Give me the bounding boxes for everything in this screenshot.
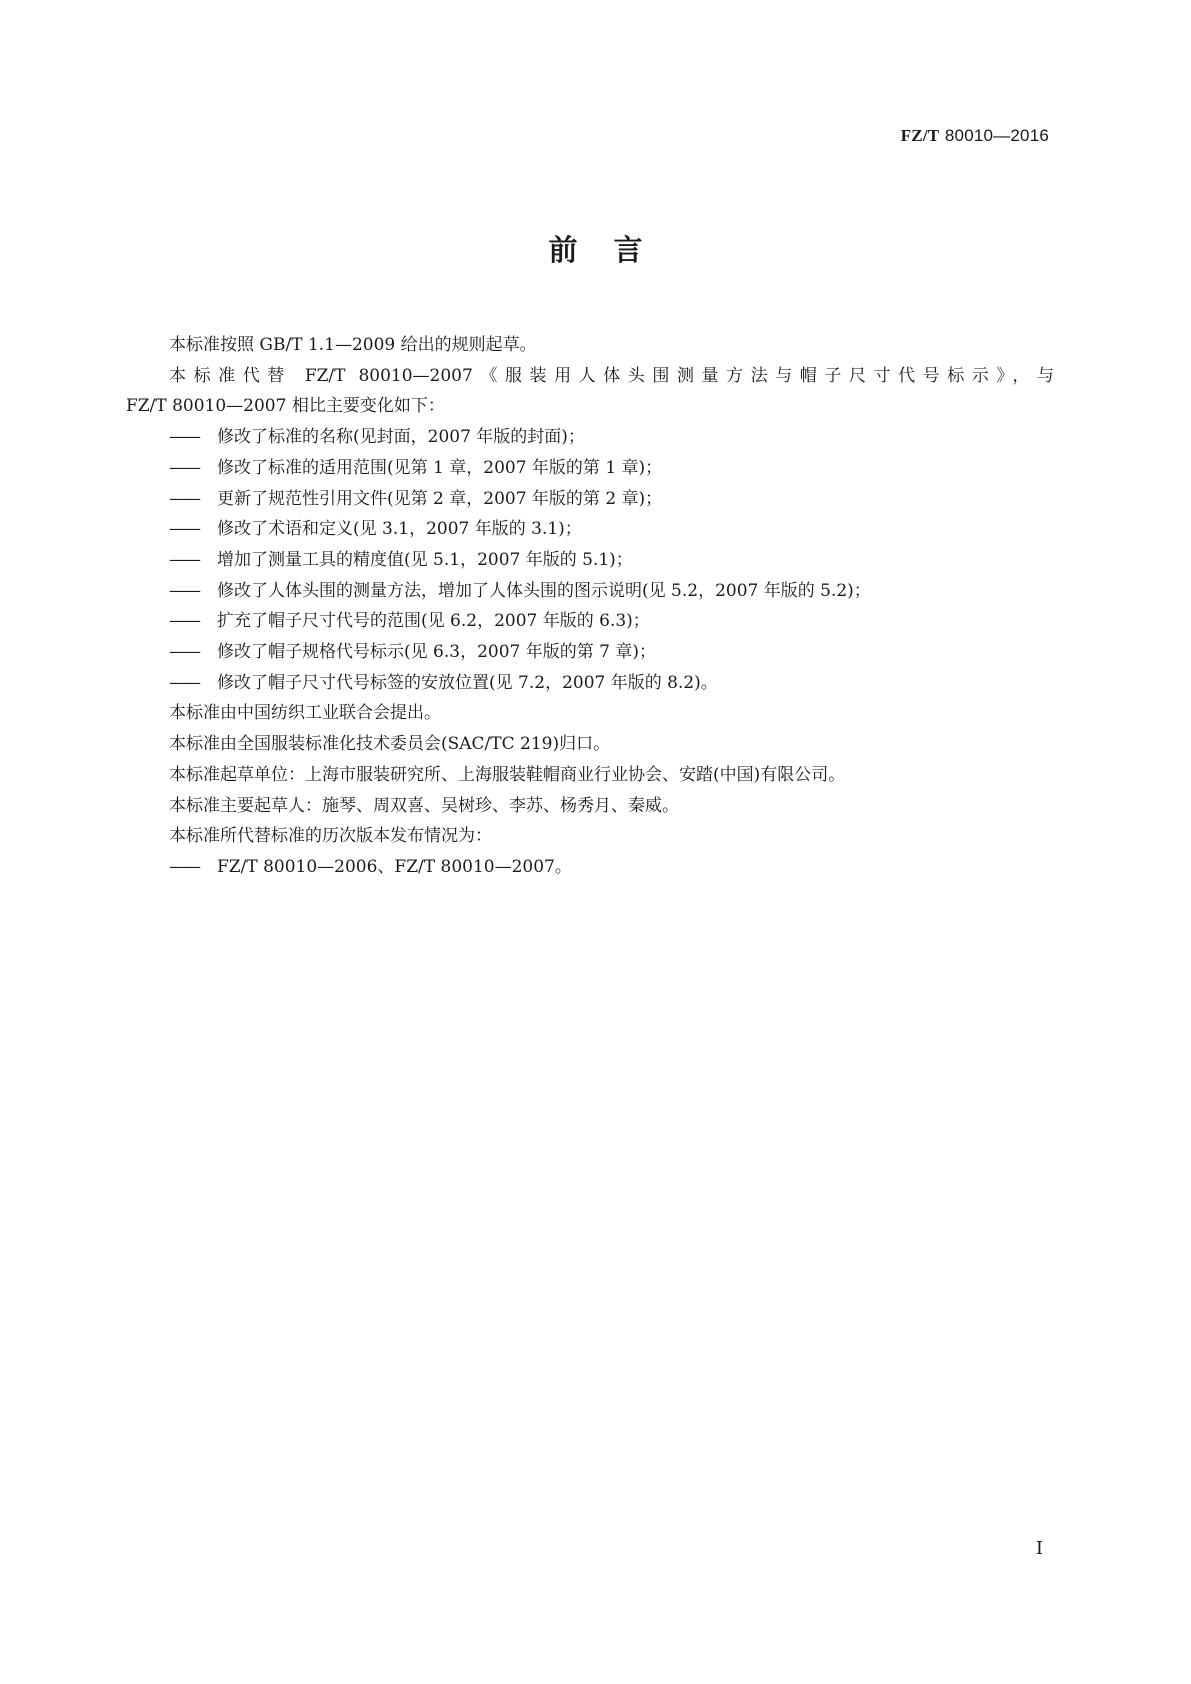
- foreword-body: [126, 330, 1054, 883]
- statement-history-intro: 本标准所代替标准的历次版本发布情况为：: [169, 826, 492, 847]
- dash-marker: ——: [169, 642, 199, 663]
- statement-drafting-units: 本标准起草单位：上海市服装研究所、上海服装鞋帽商业行业协会、安踏(中国)有限公司。: [169, 764, 846, 785]
- dash-marker: ——: [169, 549, 199, 570]
- list-item: [126, 637, 1054, 668]
- list-item: [126, 668, 1054, 699]
- list-item-text: 修改了帽子尺寸代号标签的安放位置(见 7.2，2007 年版的 8.2)。: [217, 672, 718, 693]
- list-item-text: 修改了标准的适用范围(见第 1 章，2007 年版的第 1 章)；: [217, 457, 663, 478]
- dash-marker: ——: [169, 611, 199, 632]
- dash-marker: ——: [169, 427, 199, 448]
- list-item-text: 修改了人体头围的测量方法，增加了人体头围的图示说明(见 5.2，2007 年版的 5.2)；: [217, 580, 871, 601]
- dash-marker: ——: [169, 457, 199, 478]
- list-item: [126, 514, 1054, 545]
- standard-code: [901, 126, 1049, 146]
- dash-marker: ——: [169, 488, 199, 509]
- list-item: [126, 606, 1054, 637]
- paragraph-replaces-line1: 本标准代替 FZ/T 80010—2007《服装用人体头围测量方法与帽子尺寸代号标示》，与: [169, 365, 1054, 386]
- standard-code-number: 80010—2016: [944, 126, 1049, 145]
- list-item-text: 更新了规范性引用文件(见第 2 章，2007 年版的第 2 章)；: [217, 488, 663, 509]
- list-item-text: 增加了测量工具的精度值(见 5.1，2007 年版的 5.1)；: [217, 549, 633, 570]
- statement-proposer: 本标准由中国纺织工业联合会提出。: [169, 703, 441, 724]
- list-item: [126, 422, 1054, 453]
- changes-list: [126, 422, 1054, 698]
- list-item-text: 修改了术语和定义(见 3.1，2007 年版的 3.1)；: [217, 519, 582, 540]
- page-number: I: [1035, 1538, 1043, 1559]
- list-item-text: 修改了帽子规格代号标示(见 6.3，2007 年版的第 7 章)；: [217, 642, 656, 663]
- dash-marker: ——: [169, 519, 199, 540]
- standard-code-prefix: FZ/T: [900, 126, 940, 145]
- dash-marker: ——: [169, 672, 199, 693]
- page-title: 前言: [548, 233, 679, 267]
- list-item: [126, 576, 1054, 607]
- statement-committee: 本标准由全国服装标准化技术委员会(SAC/TC 219)归口。: [169, 734, 611, 755]
- dash-marker: ——: [169, 856, 199, 877]
- paragraph-drafting-rules: 本标准按照 GB/T 1.1—2009 给出的规则起草。: [169, 335, 537, 355]
- history-text: FZ/T 80010—2006、FZ/T 80010—2007。: [217, 856, 572, 877]
- list-item-text: 修改了标准的名称(见封面，2007 年版的封面)；: [217, 427, 585, 448]
- dash-marker: ——: [169, 580, 199, 601]
- list-item: [126, 545, 1054, 576]
- statement-drafters: 本标准主要起草人：施琴、周双喜、吴树珍、李苏、杨秀月、秦威。: [169, 795, 679, 816]
- list-item: [126, 484, 1054, 515]
- list-item: [126, 453, 1054, 484]
- history-item: [126, 852, 1054, 883]
- paragraph-replaces-line2: FZ/T 80010—2007 相比主要变化如下：: [126, 396, 445, 417]
- list-item-text: 扩充了帽子尺寸代号的范围(见 6.2，2007 年版的 6.3)；: [217, 611, 650, 632]
